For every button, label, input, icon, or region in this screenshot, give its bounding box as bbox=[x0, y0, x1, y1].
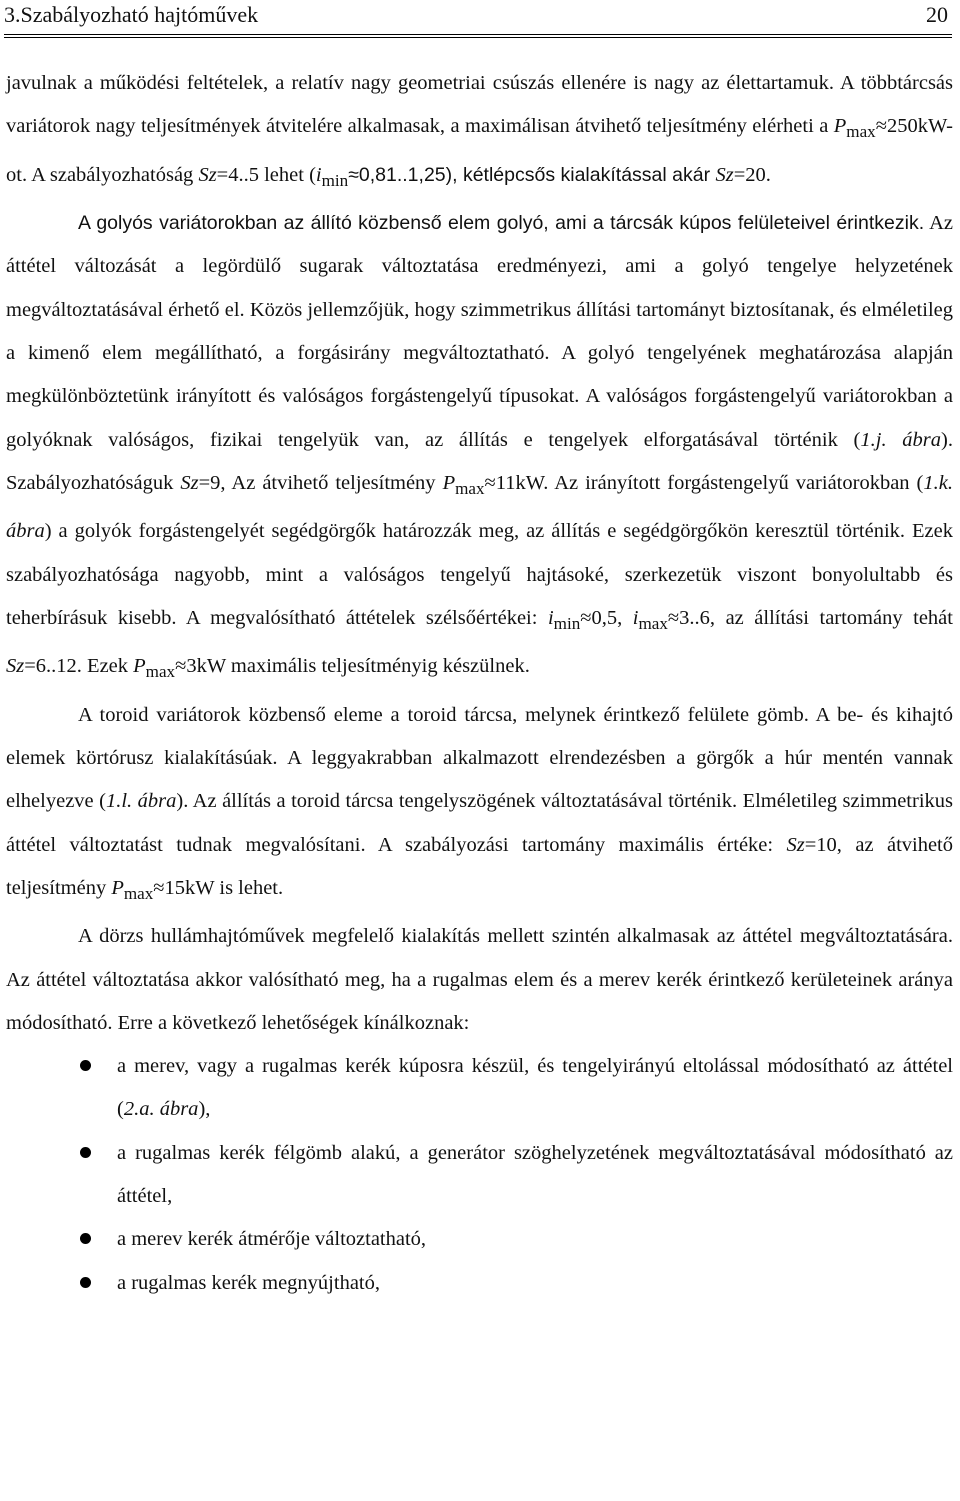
list-item: a rugalmas kerék félgömb alakú, a generátor szöghelyzetének megváltoztatásával módosítható az áttétel, bbox=[6, 1132, 953, 1219]
document-body bbox=[6, 62, 953, 1305]
list-item: a merev kerék átmérője változtatható, bbox=[6, 1218, 953, 1261]
paragraph-toroid-variators: A toroid variátorok közbenső eleme a toroid tárcsa, melynek érintkező felülete gömb. A be- és kihajtó elemek körtórusz kialakításúak. A leggyakrabban alkalmazott elrendezésben a görgők a húr mentén vannak elhelyezve (1.l. ábra). Az állítás a toroid tárcsa tengelyszögének változtatásával történik. Elméletileg szimmetrikus áttétel változtatást tudnak megvalósítani. A szabályozási tartomány maximális értéke: Sz=10, az átvihető teljesítmény $P_{max}\approx 15kW$ is lehet. bbox=[6, 703, 954, 903]
page-number: 20 bbox=[926, 2, 948, 27]
list-item: a merev, vagy a rugalmas kerék kúposra készül, és tengelyirányú eltolással módosítható az áttétel (2.a. ábra), bbox=[6, 1045, 953, 1132]
options-list bbox=[6, 1045, 953, 1305]
bullet-icon bbox=[80, 1147, 91, 1158]
paragraph-intro: javulnak a működési feltételek, a relatív nagy geometriai csúszás ellenére is nagy az élettartamuk. A többtárcsás variátorok nagy teljesítmények átvitelére alkalmasak, a maximálisan átvihető teljesítmény elérheti a $P_{max}\approx 250kW-ot$. A szabályozhatóság Sz=4..5 lehet $(i_{min}\approx 0,81..1,25)$, kétlépcsős kialakítással akár Sz=20. bbox=[6, 72, 953, 190]
chapter-title: 3.Szabályozható hajtóművek bbox=[4, 2, 259, 27]
list-item: a rugalmas kerék megnyújtható, bbox=[6, 1262, 953, 1305]
bullet-icon bbox=[80, 1060, 91, 1071]
header-rule bbox=[4, 34, 952, 38]
paragraph-ball-variators: A golyós variátorokban az állító közbenső elem golyó, ami a tárcsák kúpos felületeivel érintkezik. Az áttétel változását a legördülő sugarak változtatása eredményezi, ami a golyó tengelye helyzetének megváltoztatásával érhető el. Közös jellemzőjük, hogy szimmetrikus állítási tartományt biztosítanak, és elméletileg a kimenő elem megállítható, a forgásirány megváltoztatható. A golyó tengelyének meghatározása alapján megkülönböztetünk irányított és valóságos forgástengelyű típusokat. A valóságos forgástengelyű variátorokban a golyóknak valóságos, fizikai tengelyük van, az állítás e tengelyek elforgatásával történik (1.j. ábra). Szabályozhatóságuk Sz=9, Az átvihető teljesítmény $P_{max}\approx 11kW$. Az irányított forgástengelyű variátorokban (1.k. ábra) a golyók forgástengelyét segédgörgők határozzák meg, az állítás e segédgörgőkön keresztül történik. Ezek szabályozhatósága nagyobb, mint a valóságos tengelyű hajtásoké, szerkezetük viszont bonyolultabb és teherbírásuk kisebb. A megvalósítható áttételek szélsőértékei: $i_{min}\approx 0,5$, $i_{max}\approx 3..6$, az állítási tartomány tehát Sz=6..12. Ezek $P_{max}\approx 3kW$ maximális teljesítményig készülnek. bbox=[6, 212, 953, 682]
paragraph-wave-drives: A dörzs hullámhajtóművek megfelelő kialakítás mellett szintén alkalmasak az áttétel megváltoztatására. Az áttétel változtatása akkor valósítható meg, ha a rugalmas elem és a merev kerék érintkező kerületeinek aránya módosítható. Erre a következő lehetőségek kínálkoznak: bbox=[6, 925, 953, 1034]
bullet-icon bbox=[80, 1277, 91, 1288]
bullet-icon bbox=[80, 1233, 91, 1244]
page-header bbox=[4, 0, 952, 40]
